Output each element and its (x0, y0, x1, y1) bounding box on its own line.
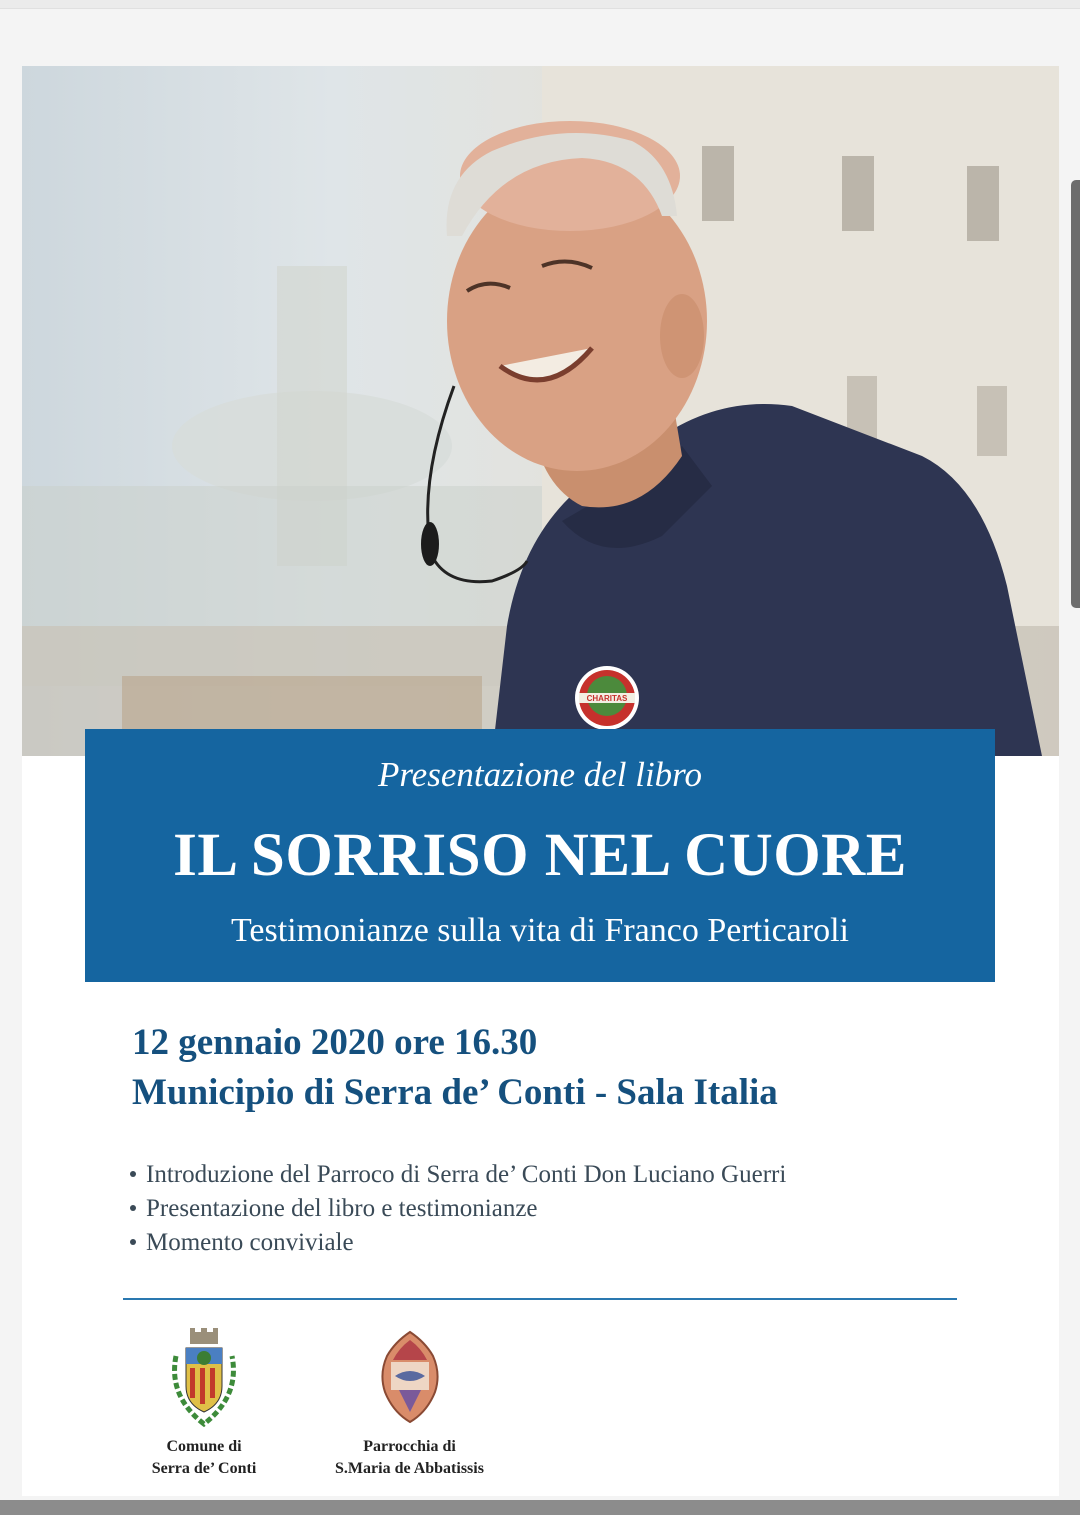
bullet-icon (130, 1239, 136, 1245)
scrollbar-handle[interactable] (1071, 180, 1080, 608)
agenda-item: Presentazione del libro e testimonianze (130, 1192, 786, 1226)
status-strip (0, 0, 1080, 9)
parrocchia-label-line2: S.Maria de Abbatissis (335, 1460, 484, 1477)
section-divider (123, 1298, 957, 1300)
bullet-icon (130, 1205, 136, 1211)
book-subtitle: Testimonianze sulla vita di Franco Perticaroli (231, 912, 849, 949)
municipal-crest-icon (164, 1326, 244, 1431)
agenda-list (130, 1158, 786, 1260)
bullet-icon (130, 1171, 136, 1177)
comune-label-line2: Serra de’ Conti (151, 1460, 257, 1477)
portrait-photo (22, 66, 1059, 756)
parish-crest-icon (375, 1326, 445, 1431)
title-banner (85, 729, 995, 982)
parrocchia-logo-block (322, 1326, 497, 1480)
badge-text: CHARITAS (586, 694, 628, 703)
comune-label-line1: Comune di (166, 1438, 242, 1455)
agenda-item: Momento conviviale (130, 1226, 786, 1260)
book-title: IL SORRISO NEL CUORE (173, 822, 907, 889)
pre-title: Presentazione del libro (377, 755, 703, 794)
comune-logo-block (134, 1326, 274, 1480)
bottom-bar (0, 1500, 1080, 1515)
agenda-item: Introduzione del Parroco di Serra de’ Conti Don Luciano Guerri (130, 1158, 786, 1192)
poster-page (22, 66, 1059, 1496)
event-venue: Municipio di Serra de’ Conti - Sala Italia (132, 1072, 778, 1113)
parrocchia-label-line1: Parrocchia di (363, 1438, 456, 1455)
event-date-time: 12 gennaio 2020 ore 16.30 (132, 1022, 538, 1063)
